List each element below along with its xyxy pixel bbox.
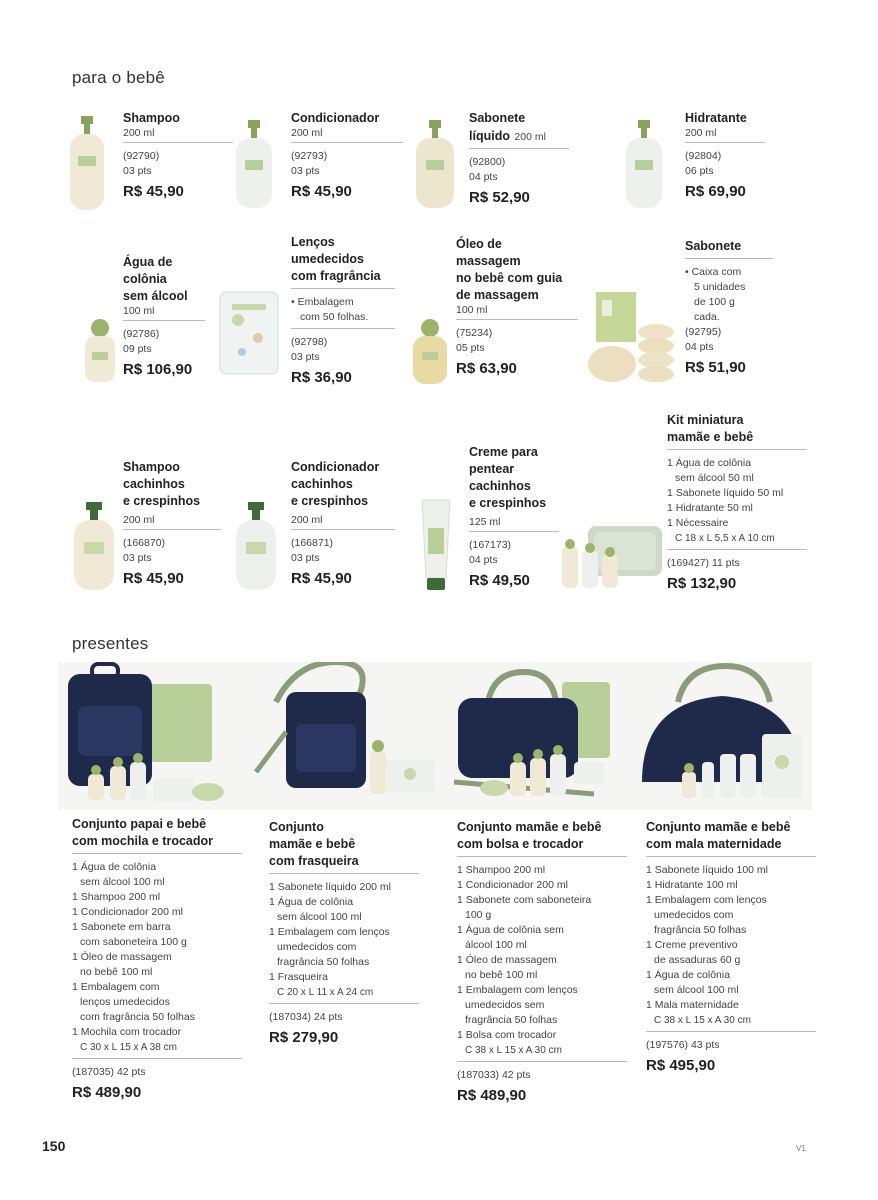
product-price: R$ 51,90 [685,359,746,376]
liquid-soap-bottle-image [412,120,458,210]
gift-name-line: Conjunto mamãe e bebê [646,820,791,834]
product-sabonete-liquido [469,110,569,206]
gift-price: R$ 495,90 [646,1057,716,1074]
gift-item: 1 Hidratante 100 ml [646,879,738,891]
gift-item-cont: fragrância 50 folhas [654,924,747,936]
gift-item-cont: com fragrância 50 folhas [80,1011,195,1023]
gift-item-cont: sem álcool 100 ml [80,876,165,888]
gift-item-cont: lenços umedecidos [80,996,170,1008]
divider [685,258,773,259]
divider [456,319,578,320]
product-bullet: • Embalagem [291,296,354,308]
product-bullet: • Caixa com [685,266,742,278]
gift-item: 1 Condicionador 200 ml [72,906,183,918]
divider [469,531,559,532]
product-code: (92798) [291,336,328,348]
gift-backpack-image [58,662,248,810]
product-name-line: Lenços [291,235,335,249]
gift-items [646,863,816,1028]
product-name-line: pentear [469,462,515,476]
kit-item-cont: sem álcool 50 ml [675,472,754,484]
product-bullet-cont: cada. [694,311,720,323]
gift-item-dimensions: C 38 x L 15 x A 30 cm [654,1015,751,1026]
product-price: R$ 52,90 [469,189,530,206]
kit-item: 1 Água de colônia [667,457,752,469]
product-points: 03 pts [291,165,320,177]
product-bullet-cont: com 50 folhas. [300,311,369,323]
product-code: (167173) [469,539,512,551]
gift-item: 1 Água de colônia [646,969,731,981]
gift-item: 1 Água de colônia [72,861,157,873]
product-price: R$ 132,90 [667,575,737,592]
kit-items [667,456,807,546]
product-volume: 100 ml [123,305,155,317]
gift-item-cont: com saboneteira 100 g [80,936,187,948]
gift-item-cont: no bebê 100 ml [80,966,153,978]
gift-name-line: com frasqueira [269,854,359,868]
divider [457,856,627,857]
gift-item-cont: álcool 100 ml [465,939,527,951]
product-volume: 200 ml [291,514,323,526]
section-title-baby: para o bebê [72,68,165,87]
product-lencos [291,234,395,386]
product-code: (92790) [123,150,160,162]
gift-name-line: Conjunto [269,820,324,834]
divider [646,1031,816,1032]
gift-item: 1 Embalagem com lenços [646,894,767,906]
product-name-line: Kit miniatura [667,413,744,427]
divider [291,142,403,143]
gift-item: 1 Bolsa com trocador [457,1029,557,1041]
product-volume: 200 ml [685,127,717,139]
gift-item: 1 Shampoo 200 ml [457,864,546,876]
gift-price: R$ 489,90 [72,1084,142,1101]
divider [667,449,807,450]
gift-item-cont: umedecidos com [277,941,357,953]
gift-frasqueira-image [246,662,436,810]
product-name-line: cachinhos [469,479,531,493]
product-volume: 200 ml [123,514,155,526]
product-name-line: Água de [123,255,173,269]
gift-items [457,863,627,1058]
product-points: 04 pts [469,554,498,566]
divider [667,549,807,550]
gift-item-dimensions: C 20 x L 11 x A 24 cm [277,987,374,998]
product-name: Hidratante [685,111,747,125]
product-price: R$ 45,90 [123,570,184,587]
divider [291,288,395,289]
gift-item: 1 Sabonete líquido 100 ml [646,864,769,876]
product-name-line: cachinhos [123,477,185,491]
divider [291,328,395,329]
mini-kit-image [560,520,664,592]
gift-bolsa-image [434,662,624,810]
product-price: R$ 63,90 [456,360,517,377]
product-name-line: umedecidos [291,252,364,266]
product-name-line: cachinhos [291,477,353,491]
gift-item-cont: sem álcool 100 ml [654,984,739,996]
product-volume: 200 ml [514,131,546,143]
product-points: 03 pts [291,351,320,363]
product-name-line: Óleo de [456,237,502,251]
divider [457,1061,627,1062]
gift-item-cont: fragrância 50 folhas [277,956,370,968]
gift-item-cont: fragrância 50 folhas [465,1014,558,1026]
gift-item-cont: umedecidos sem [465,999,545,1011]
product-price: R$ 45,90 [291,183,352,200]
gift-item-cont: 100 g [465,909,492,921]
product-name-line: e crespinhos [123,494,201,508]
product-kit-miniatura [667,412,807,592]
product-name-line: de massagem [456,288,539,302]
product-price: R$ 45,90 [291,570,352,587]
gift-item: 1 Shampoo 200 ml [72,891,161,903]
gift-items [269,880,419,1000]
gift-item-cont: no bebê 100 ml [465,969,538,981]
gift-item: 1 Óleo de massagem [72,951,172,963]
cologne-bottle-image [82,318,118,384]
gift-name-line: com mala maternidade [646,837,782,851]
product-points: 03 pts [123,165,152,177]
wipes-pack-image [218,290,280,376]
product-name-line: Creme para [469,445,538,459]
version-label: V1 [796,1144,806,1153]
moisturizer-bottle-image [622,120,666,210]
product-bullet-cont: 5 unidades [694,281,746,293]
product-condicionador-cachinhos [291,459,395,587]
bar-soap-box-image [582,290,678,386]
gift-name-line: Conjunto mamãe e bebê [457,820,602,834]
kit-item-dimensions: C 18 x L 5,5 x A 10 cm [675,533,775,544]
styling-cream-tube-image [416,498,456,594]
product-name-line: e crespinhos [291,494,369,508]
gift-item: 1 Óleo de massagem [457,954,557,966]
gift-mamae-mala [646,819,816,1074]
product-name-line1: Sabonete [469,111,526,125]
gift-item: 1 Embalagem com lenços [269,926,390,938]
product-bullet-cont: de 100 g [694,296,735,308]
kit-item: 1 Nécessaire [667,517,729,529]
gift-price: R$ 489,90 [457,1087,527,1104]
product-name-line: colônia [123,272,167,286]
page-number: 150 [42,1138,66,1154]
product-price: R$ 49,50 [469,572,530,589]
divider [72,853,242,854]
gift-code-points: (187033) 42 pts [457,1069,531,1081]
product-code: (166871) [291,537,334,549]
product-volume: 200 ml [291,127,323,139]
kit-item: 1 Hidratante 50 ml [667,502,753,514]
gift-papai-mochila [72,816,242,1101]
product-points: 06 pts [685,165,714,177]
gift-item: 1 Condicionador 200 ml [457,879,568,891]
gift-item-dimensions: C 38 x L 15 x A 30 cm [465,1045,562,1056]
divider [646,856,816,857]
product-creme-pentear [469,444,559,589]
product-code: (75234) [456,327,493,339]
gift-name-line: com mochila e trocador [72,834,214,848]
product-name-line2: líquido [469,129,510,143]
product-condicionador [291,110,403,200]
gift-name-line: com bolsa e trocador [457,837,584,851]
gift-code-points: (197576) 43 pts [646,1039,720,1051]
gift-item: 1 Creme preventivo [646,939,738,951]
divider [269,873,419,874]
product-name-line: no bebê com guia [456,271,563,285]
product-code: (92786) [123,328,160,340]
gift-item: 1 Embalagem com [72,981,160,993]
product-name-line: massagem [456,254,521,268]
product-points: 04 pts [469,171,498,183]
gift-item: 1 Sabonete líquido 200 ml [269,881,392,893]
gift-code-points: (187035) 42 pts [72,1066,146,1078]
oil-bottle-image [410,318,450,386]
gift-mala-image [622,662,812,810]
gift-item: 1 Água de colônia [269,896,354,908]
divider [469,148,569,149]
gift-mamae-frasqueira [269,819,419,1046]
product-code: (92793) [291,150,328,162]
product-points: 09 pts [123,343,152,355]
conditioner-bottle-image [232,120,276,210]
product-points: 03 pts [123,552,152,564]
gift-item: 1 Embalagem com lenços [457,984,578,996]
gift-item: 1 Frasqueira [269,971,328,983]
product-name-line: mamãe e bebê [667,430,754,444]
product-shampoo [123,110,233,200]
kit-item: 1 Sabonete líquido 50 ml [667,487,784,499]
product-price: R$ 106,90 [123,361,193,378]
gift-item-dimensions: C 30 x L 15 x A 38 cm [80,1042,177,1053]
product-points: 03 pts [291,552,320,564]
product-points: 05 pts [456,342,485,354]
divider [123,529,221,530]
gift-item-cont: de assaduras 60 g [654,954,741,966]
divider [72,1058,242,1059]
divider [685,142,765,143]
divider [123,320,205,321]
gift-name-line: mamãe e bebê [269,837,356,851]
gift-items [72,860,242,1055]
gift-item: 1 Água de colônia sem [457,924,564,936]
product-code: (166870) [123,537,166,549]
gift-item: 1 Mochila com trocador [72,1026,182,1038]
gift-item: 1 Mala maternidade [646,999,739,1011]
divider [123,142,233,143]
product-agua-colonia [123,254,205,378]
product-volume: 100 ml [456,304,488,316]
divider [269,1003,419,1004]
gift-item: 1 Sabonete com saboneteira [457,894,592,906]
gift-item-cont: sem álcool 100 ml [277,911,362,923]
product-code: (92800) [469,156,506,168]
product-name-line: sem álcool [123,289,188,303]
gift-item: 1 Sabonete em barra [72,921,171,933]
gift-price: R$ 279,90 [269,1029,339,1046]
product-price: R$ 36,90 [291,369,352,386]
product-price: R$ 69,90 [685,183,746,200]
product-name-line: e crespinhos [469,496,547,510]
product-sabonete-barra [685,238,773,376]
product-code: (92795) [685,326,722,338]
product-name: Condicionador [291,111,380,125]
product-name-line: Shampoo [123,460,180,474]
shampoo-bottle-image [66,116,108,212]
product-price: R$ 45,90 [123,183,184,200]
curly-shampoo-bottle-image [70,502,118,592]
divider [291,529,395,530]
product-name: Sabonete [685,239,742,253]
gift-code-points: (187034) 24 pts [269,1011,343,1023]
product-volume: 200 ml [123,127,155,139]
product-oleo [456,236,578,377]
product-volume: 125 ml [469,516,501,528]
product-name-line: Condicionador [291,460,380,474]
product-hidratante [685,110,765,200]
curly-conditioner-bottle-image [232,502,280,592]
gift-name-line: Conjunto papai e bebê [72,817,207,831]
product-shampoo-cachinhos [123,459,221,587]
product-code: (92804) [685,150,722,162]
section-title-gifts: presentes [72,634,149,653]
product-code-points: (169427) 11 pts [667,557,740,569]
product-name: Shampoo [123,111,180,125]
product-name-line: com fragrância [291,269,381,283]
product-points: 04 pts [685,341,714,353]
gift-item-cont: umedecidos com [654,909,734,921]
gift-mamae-bolsa [457,819,627,1104]
